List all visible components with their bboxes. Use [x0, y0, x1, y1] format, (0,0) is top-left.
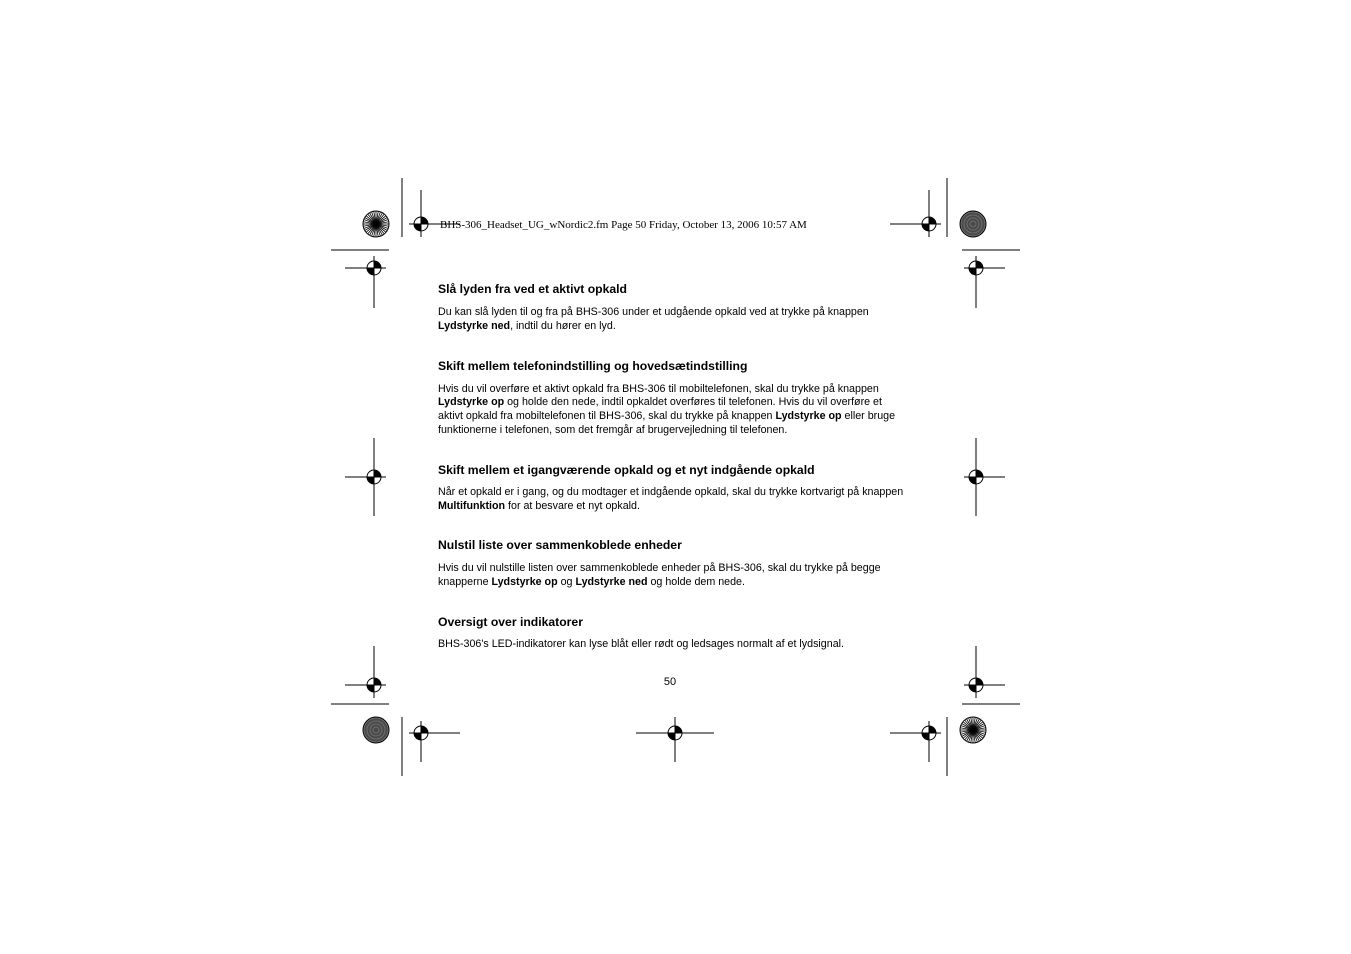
button-name: Lydstyrke op: [438, 396, 505, 409]
button-name: Lydstyrke ned: [575, 576, 648, 589]
page-content: [438, 282, 908, 652]
page-number: 50: [663, 676, 677, 688]
button-name: Lydstyrke ned: [438, 319, 511, 332]
button-name: Lydstyrke op: [775, 410, 842, 423]
section-body: BHS-306's LED-indikatorer kan lyse blåt eller rødt og ledsages normalt af et lydsignal.: [438, 637, 844, 650]
section-title: Oversigt over indikatorer: [438, 614, 583, 629]
section-body: Når et opkald er i gang, og du modtager et indgående opkald, skal du trykke kortvarigt på knappen Multifunktion for at besvare et nyt opkald.: [438, 485, 904, 512]
section-reset-pairing: [438, 538, 908, 590]
section-mute: [438, 282, 908, 334]
section-body: Du kan slå lyden til og fra på BHS-306 under et udgående opkald ved at trykke på knappen Lydstyrke ned, indtil du hører en lyd.: [438, 306, 869, 332]
button-name: Multifunktion: [438, 499, 506, 512]
star-target-mark: [960, 717, 986, 743]
section-phone-headset-mode: [438, 359, 908, 438]
button-name: Lydstyrke op: [491, 576, 558, 589]
section-title: Skift mellem et igangværende opkald og et nyt indgående opkald: [438, 462, 815, 477]
gray-target-mark: [960, 211, 986, 237]
section-switch-calls: [438, 463, 908, 514]
section-title: Nulstil liste over sammenkoblede enheder: [438, 538, 682, 553]
section-title: Skift mellem telefonindstilling og hovedsætindstilling: [438, 358, 748, 373]
star-target-mark: [363, 211, 389, 237]
section-title: Slå lyden fra ved et aktivt opkald: [438, 282, 627, 296]
section-body: Hvis du vil nulstille listen over sammenkoblede enheder på BHS-306, skal du trykke på begge knapperne Lydstyrke op og Lydstyrke ned og holde dem nede.: [438, 562, 881, 589]
section-indicators: [438, 615, 908, 652]
gray-target-mark: [363, 717, 389, 743]
file-header: BHS-306_Headset_UG_wNordic2.fm Page 50 Friday, October 13, 2006 10:57 AM: [440, 219, 807, 231]
section-body: Hvis du vil overføre et aktivt opkald fra BHS-306 til mobiltelefonen, skal du trykke på knappen Lydstyrke op og holde den nede, indtil opkaldet overføres til telefonen. Hvis du vil overføre et aktivt opkald fra mobiltelefonen til BHS-306, skal du trykke på knappen Lydstyrke op eller bruge funktionerne i telefonen, som det fremgår af brugervejledning til telefonen.: [438, 382, 896, 436]
